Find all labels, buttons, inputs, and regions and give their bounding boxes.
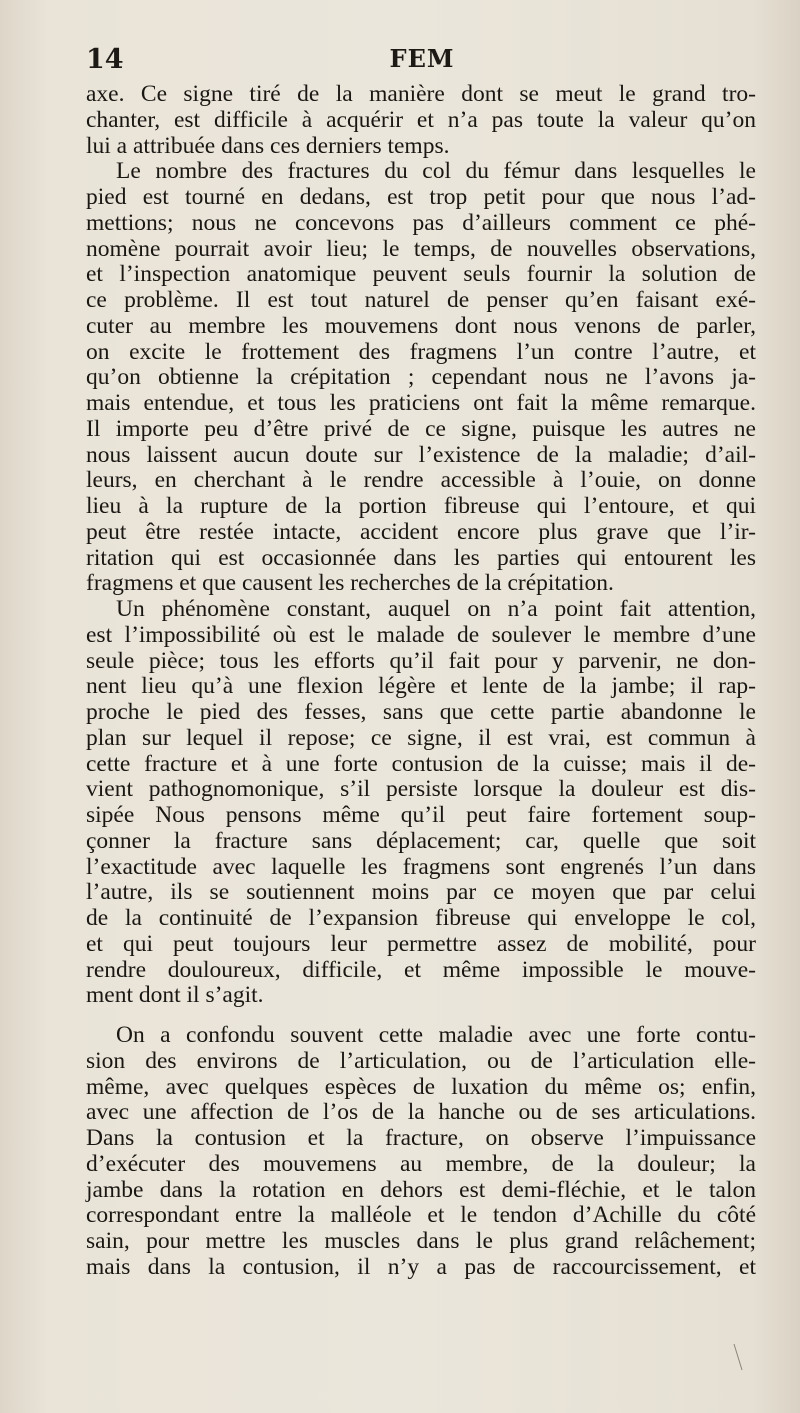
text-line: ment dont il s’agit. [86,982,264,1009]
text-line: mettions; nous ne concevons pas d’ailleurs comment ce phé- [86,209,756,236]
text-line: çonner la fracture sans déplacement; car, quelle que soit [86,827,756,854]
page-header [86,44,756,80]
text-line: sain, pour mettre les muscles dans le plus grand relâchement; [86,1228,756,1254]
text-line: lui a attribuée dans ces derniers temps. [86,132,450,159]
paragraph-gap [86,1009,756,1023]
text-line: Le nombre des fractures du col du fémur dans lesquelles le [116,158,756,185]
text-line: On a confondu souvent cette maladie avec une forte contu- [116,1022,756,1048]
text-line: nent lieu qu’à une flexion légère et lente de la jambe; il rap- [86,673,756,700]
text-line: vient pathognomonique, s’il persiste lorsque la douleur est dis- [86,776,756,803]
text-line: plan sur lequel il repose; ce signe, il est vrai, est commun à [86,724,756,751]
text-line: nous laissent aucun doute sur l’existence de la maladie; d’ail- [86,441,756,468]
text-line: ce problème. Il est tout naturel de penser qu’en faisant exé- [86,287,756,313]
text-line: de la continuité de l’expansion fibreuse qui enveloppe le col, [86,905,756,931]
text-line: Il importe peu d’être privé de ce signe, puisque les autres ne [86,415,756,442]
paragraph [86,82,756,159]
paragraph [86,159,756,597]
text-line: correspondant entre la malléole et le tendon d’Achille du côté [86,1202,756,1229]
text-line: cuter au membre les mouvemens dont nous venons de parler, [86,312,756,339]
text-line: proche le pied des fesses, sans que cette partie abandonne le [86,699,756,725]
text-line: pied est tourné en dedans, est trop petit pour que nous l’ad- [86,184,756,210]
text-line: Un phénomène constant, auquel on n’a point fait attention, [116,596,756,622]
text-line: mais dans la contusion, il n’y a pas de raccourcissement, et [86,1253,756,1280]
text-line: jambe dans la rotation en dehors est demi-fléchie, et le talon [86,1176,756,1203]
running-head: FEM [389,44,455,73]
text-line: sion des environs de l’articulation, ou de l’articulation elle- [86,1047,756,1074]
paper-crease-mark [706,1340,746,1380]
text-line: nomène pourrait avoir lieu; le temps, de nouvelles observations, [86,235,756,262]
text-line: l’exactitude avec laquelle les fragmens sont engrenés l’un dans [86,853,756,880]
text-line: leurs, en cherchant à le rendre accessible à l’ouie, on donne [86,467,756,494]
text-line: d’exécuter des mouvemens au membre, de la douleur; la [86,1150,756,1177]
text-line: et qui peut toujours leur permettre assez de mobilité, pour [86,930,756,957]
body-text [86,82,756,1281]
text-line: cette fracture et à une forte contusion de la cuisse; mais il de- [86,750,756,777]
page-number: 14 [86,44,124,75]
text-line: avec une affection de l’os de la hanche ou de ses articulations. [86,1099,756,1126]
text-line: et l’inspection anatomique peuvent seuls fournir la solution de [86,261,756,288]
text-line: même, avec quelques espèces de luxation du même os; enfin, [86,1073,756,1100]
text-line: mais entendue, et tous les praticiens ont fait la même remarque. [86,390,756,416]
text-line: axe. Ce signe tiré de la manière dont se meut le grand tro- [86,81,756,107]
text-line: est l’impossibilité où est le malade de soulever le membre d’une [86,621,756,648]
text-line: l’autre, ils se soutiennent moins par ce moyen que par celui [86,879,756,906]
paragraph [86,597,756,1009]
text-line: chanter, est difficile à acquérir et n’a pas toute la valeur qu’on [86,106,756,133]
text-line: rendre douloureux, difficile, et même impossible le mouve- [86,956,756,983]
text-line: ritation qui est occasionnée dans les parties qui entourent les [86,544,756,571]
text-line: lieu à la rupture de la portion fibreuse qui l’entoure, et qui [86,493,756,519]
text-line: Dans la contusion et la fracture, on observe l’impuissance [86,1125,756,1151]
text-line: on excite le frottement des fragmens l’un contre l’autre, et [86,338,756,365]
paragraph [86,1023,756,1281]
text-line: qu’on obtienne la crépitation ; cependant nous ne l’avons ja- [86,364,756,391]
text-line: sipée Nous pensons même qu’il peut faire fortement soup- [86,802,756,828]
text-line: seule pièce; tous les efforts qu’il fait pour y parvenir, ne don- [86,647,756,674]
text-line: fragmens et que causent les recherches de la crépitation. [86,570,614,597]
text-line: peut être restée intacte, accident encore plus grave que l’ir- [86,518,756,545]
